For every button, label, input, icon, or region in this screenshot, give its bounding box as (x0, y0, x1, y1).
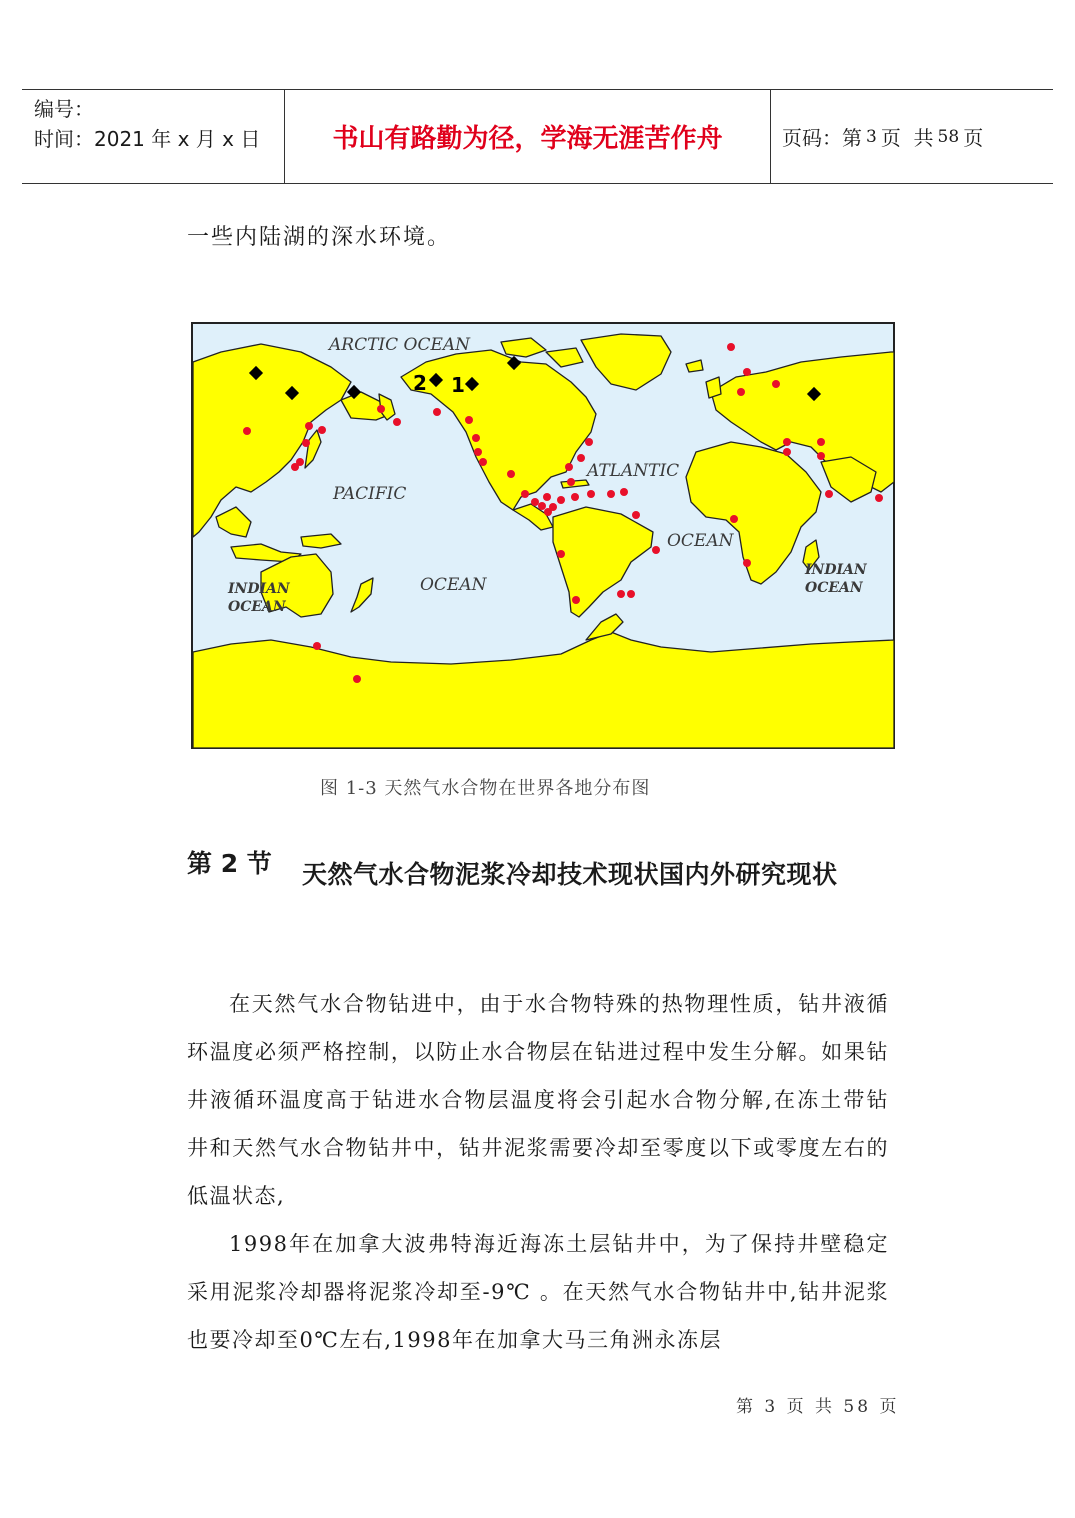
header-motto: 书山有路勤为径，学海无涯苦作舟 (332, 124, 723, 154)
hydrate-site-dot (531, 498, 539, 506)
hydrate-site-dot (479, 458, 487, 466)
time-label: 时间：2021 年 x 月 x 日 (34, 127, 261, 151)
hydrate-site-dot (652, 546, 660, 554)
hydrate-site-dot (783, 438, 791, 446)
section-number: 第 2 节 (187, 849, 272, 878)
hydrate-site-dot (472, 434, 480, 442)
hydrate-site-dot (607, 490, 615, 498)
hydrate-site-dot (571, 493, 579, 501)
hydrate-site-dot (557, 496, 565, 504)
paragraph: 1998年在加拿大波弗特海近海冻土层钻井中，为了保持井壁稳定采用泥浆冷却器将泥浆冷却至-9℃ 。在天然气水合物钻井中,钻井泥浆也要冷却至0℃左右,1998年在加拿大马三角洲永冻层 (187, 1232, 889, 1352)
marker-label-2: 2 (413, 371, 427, 395)
hydrate-site-dot (743, 368, 751, 376)
hydrate-site-dot (557, 550, 565, 558)
hydrate-site-dot (543, 493, 551, 501)
header-divider (770, 90, 771, 183)
paragraph: 在天然气水合物钻进中，由于水合物特殊的热物理性质，钻井液循环温度必须严格控制，以防止水合物层在钻进过程中发生分解。如果钻井液循环温度高于钻进水合物层温度将会引起水合物分解,在冻土带钻井和天然气水合物钻井中，钻井泥浆需要冷却至零度以下或零度左右的低温状态, (187, 992, 889, 1208)
hydrate-site-dot (243, 427, 251, 435)
hydrate-site-dot (825, 490, 833, 498)
hydrate-site-dot (817, 452, 825, 460)
hydrate-site-dot (730, 515, 738, 523)
hydrate-site-dot (632, 511, 640, 519)
label-atlantic-ocean: OCEAN (667, 531, 734, 551)
page-number: 3 (866, 126, 877, 147)
page-total: 58 (937, 126, 960, 147)
body-text (187, 980, 889, 1364)
marker-label-1: 1 (451, 373, 465, 397)
hydrate-site-dot (474, 448, 482, 456)
hydrate-site-dot (549, 503, 557, 511)
hydrate-site-dot (305, 422, 313, 430)
hydrate-site-dot (817, 438, 825, 446)
hydrate-site-dot (577, 454, 585, 462)
hydrate-site-dot (617, 590, 625, 598)
label-pacific-ocean: OCEAN (420, 575, 487, 595)
hydrate-site-dot (465, 416, 473, 424)
page-footer: 第 3 页 共 58 页 (736, 1397, 900, 1417)
label-pacific: PACIFIC (333, 484, 407, 504)
hydrate-site-dot (620, 488, 628, 496)
intro-text: 一些内陆湖的深水环境。 (187, 225, 452, 250)
hydrate-site-dot (377, 405, 385, 413)
hydrate-site-dot (727, 343, 735, 351)
hydrate-site-dot (313, 642, 321, 650)
hydrate-site-dot (587, 490, 595, 498)
label-arctic-ocean: ARCTIC OCEAN (329, 335, 471, 355)
hydrate-site-dot (567, 478, 575, 486)
page-mid: 页 共 (880, 126, 934, 150)
figure-caption: 图 1-3 天然气水合物在世界各地分布图 (320, 778, 651, 799)
number-label: 编号： (34, 97, 94, 121)
hydrate-site-dot (318, 426, 326, 434)
label-indian-right-1: INDIAN (805, 562, 867, 578)
hydrate-site-dot (302, 439, 310, 447)
label-indian-left-2: OCEAN (228, 599, 286, 615)
header-meta (34, 94, 284, 154)
hydrate-site-dot (538, 502, 546, 510)
hydrate-site-dot (393, 418, 401, 426)
page-header (22, 89, 1053, 184)
hydrate-site-dot (507, 470, 515, 478)
hydrate-site-dot (743, 559, 751, 567)
hydrate-site-dot (627, 590, 635, 598)
world-hydrate-map (191, 322, 895, 749)
label-indian-right-2: OCEAN (805, 580, 863, 596)
hydrate-site-dot (433, 408, 441, 416)
hydrate-site-dot (565, 463, 573, 471)
label-indian-left-1: INDIAN (228, 581, 290, 597)
hydrate-site-dot (772, 380, 780, 388)
hydrate-site-dot (353, 675, 361, 683)
hydrate-site-dot (737, 388, 745, 396)
page-prefix: 页码：第 (782, 126, 862, 150)
hydrate-site-dot (291, 463, 299, 471)
hydrate-site-dot (783, 448, 791, 456)
section-title: 天然气水合物泥浆冷却技术现状国内外研究现状 (302, 860, 838, 889)
header-page-info (782, 90, 983, 183)
hydrate-site-dot (585, 438, 593, 446)
label-atlantic: ATLANTIC (587, 461, 680, 481)
hydrate-site-dot (521, 490, 529, 498)
hydrate-site-dot (572, 596, 580, 604)
page-suffix: 页 (963, 126, 984, 150)
hydrate-site-dot (875, 494, 883, 502)
